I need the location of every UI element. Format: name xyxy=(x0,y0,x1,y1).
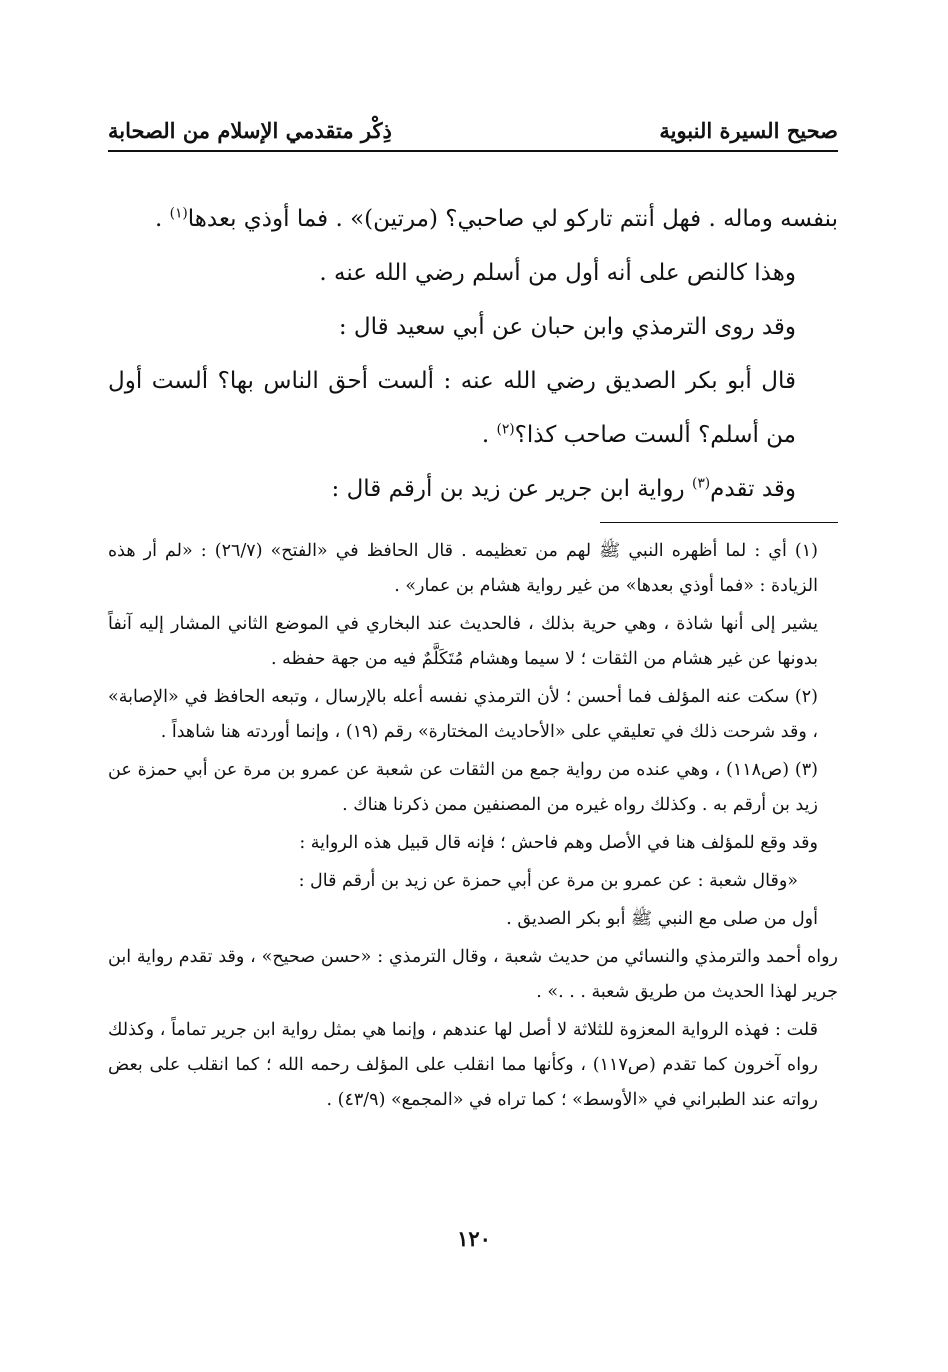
main-paragraph-4: قال أبو بكر الصديق رضي الله عنه : ألست أحق الناس بها؟ ألست أول من أسلم؟ ألست صاحب كذا؟$^{(٢)}$ . xyxy=(108,368,796,448)
running-header xyxy=(108,108,838,152)
footnote-1: (١) أي : لما أظهره النبي ﷺ لهم من تعظيمه . قال الحافظ في «الفتح» (٢٦/٧) : «لم أر هذه الزيادة : «فما أوذي بعدها» من غير رواية هشام بن عمار» . xyxy=(108,541,818,596)
footnote-ref-3: (٣) xyxy=(691,475,711,492)
footnote-2: (٢) سكت عنه المؤلف فما أحسن ؛ لأن الترمذي نفسه أعله بالإرسال ، وتبعه الحافظ في «الإصابة» ، وقد شرحت ذلك في تعليقي على «الأحاديث المختارة» رقم (١٩) ، وإنما أوردته هنا شاهداً . xyxy=(108,687,818,742)
footnote-1-continued: يشير إلى أنها شاذة ، وهي حرية بذلك ، فالحديث عند البخاري في الموضع الثاني المشار إليه آنفاً بدونها عن غير هشام من الثقات ؛ لا سيما وهشام مُتَكَلَّمٌ فيه من جهة حفظه . xyxy=(108,614,818,669)
footnote-divider xyxy=(600,522,838,523)
footnote-ref-1: (١) xyxy=(169,205,188,222)
footnote-3: (٣) (ص١١٨) ، وهي عنده من رواية جمع من الثقات عن شعبة عن عمرو بن مرة عن أبي حمزة عن زيد بن أرقم به . وكذلك رواه غيره من المصنفين ممن ذكرنا هناك . xyxy=(108,760,818,815)
footnote-3-quote-3: رواه أحمد والترمذي والنسائي من حديث شعبة ، وقال الترمذي : «حسن صحيح» ، وقد تقدم رواية ابن جرير لهذا الحديث من طريق شعبة . . .» . xyxy=(108,947,838,1002)
main-text xyxy=(108,192,838,516)
footnote-3-quote-2: أول من صلى مع النبي ﷺ أبو بكر الصديق . xyxy=(506,909,818,929)
chapter-title: ذِكْر متقدمي الإسلام من الصحابة xyxy=(108,117,392,143)
footnote-3-comment: قلت : فهذه الرواية المعزوة للثلاثة لا أصل لها عندهم ، وإنما هي بمثل رواية ابن جرير تماماً ، وكذلك رواه آخرون كما تقدم (ص١١٧) ، وكأنها مما انقلب على المؤلف رحمه الله ؛ كما انقلب على بعض رواته عند الطبراني في «الأوسط» ؛ كما تراه في «المجمع» (٤٣/٩) . xyxy=(108,1020,818,1110)
page-number: ١٢٠ xyxy=(457,1226,491,1251)
main-paragraph-3: وقد روى الترمذي وابن حبان عن أبي سعيد قال : xyxy=(338,314,796,340)
footnote-3-quote-1: «وقال شعبة : عن عمرو بن مرة عن أبي حمزة عن زيد بن أرقم قال : xyxy=(298,871,798,891)
header-divider xyxy=(108,150,838,152)
main-paragraph-1: بنفسه وماله . فهل أنتم تاركو لي صاحبي؟ (مرتين)» . فما أوذي بعدها$^{(١)}$ . xyxy=(154,205,838,232)
footnotes xyxy=(108,534,838,1121)
footnote-ref-2: (٢) xyxy=(496,421,515,438)
book-title: صحيح السيرة النبوية xyxy=(659,117,838,143)
footnote-3-remark: وقد وقع للمؤلف هنا في الأصل وهم فاحش ؛ فإنه قال قبيل هذه الرواية : xyxy=(299,833,818,853)
main-paragraph-5: وقد تقدم$^{(٣)}$ رواية ابن جرير عن زيد بن أرقم قال : xyxy=(331,475,796,502)
main-paragraph-2: وهذا كالنص على أنه أول من أسلم رضي الله عنه . xyxy=(319,260,796,286)
